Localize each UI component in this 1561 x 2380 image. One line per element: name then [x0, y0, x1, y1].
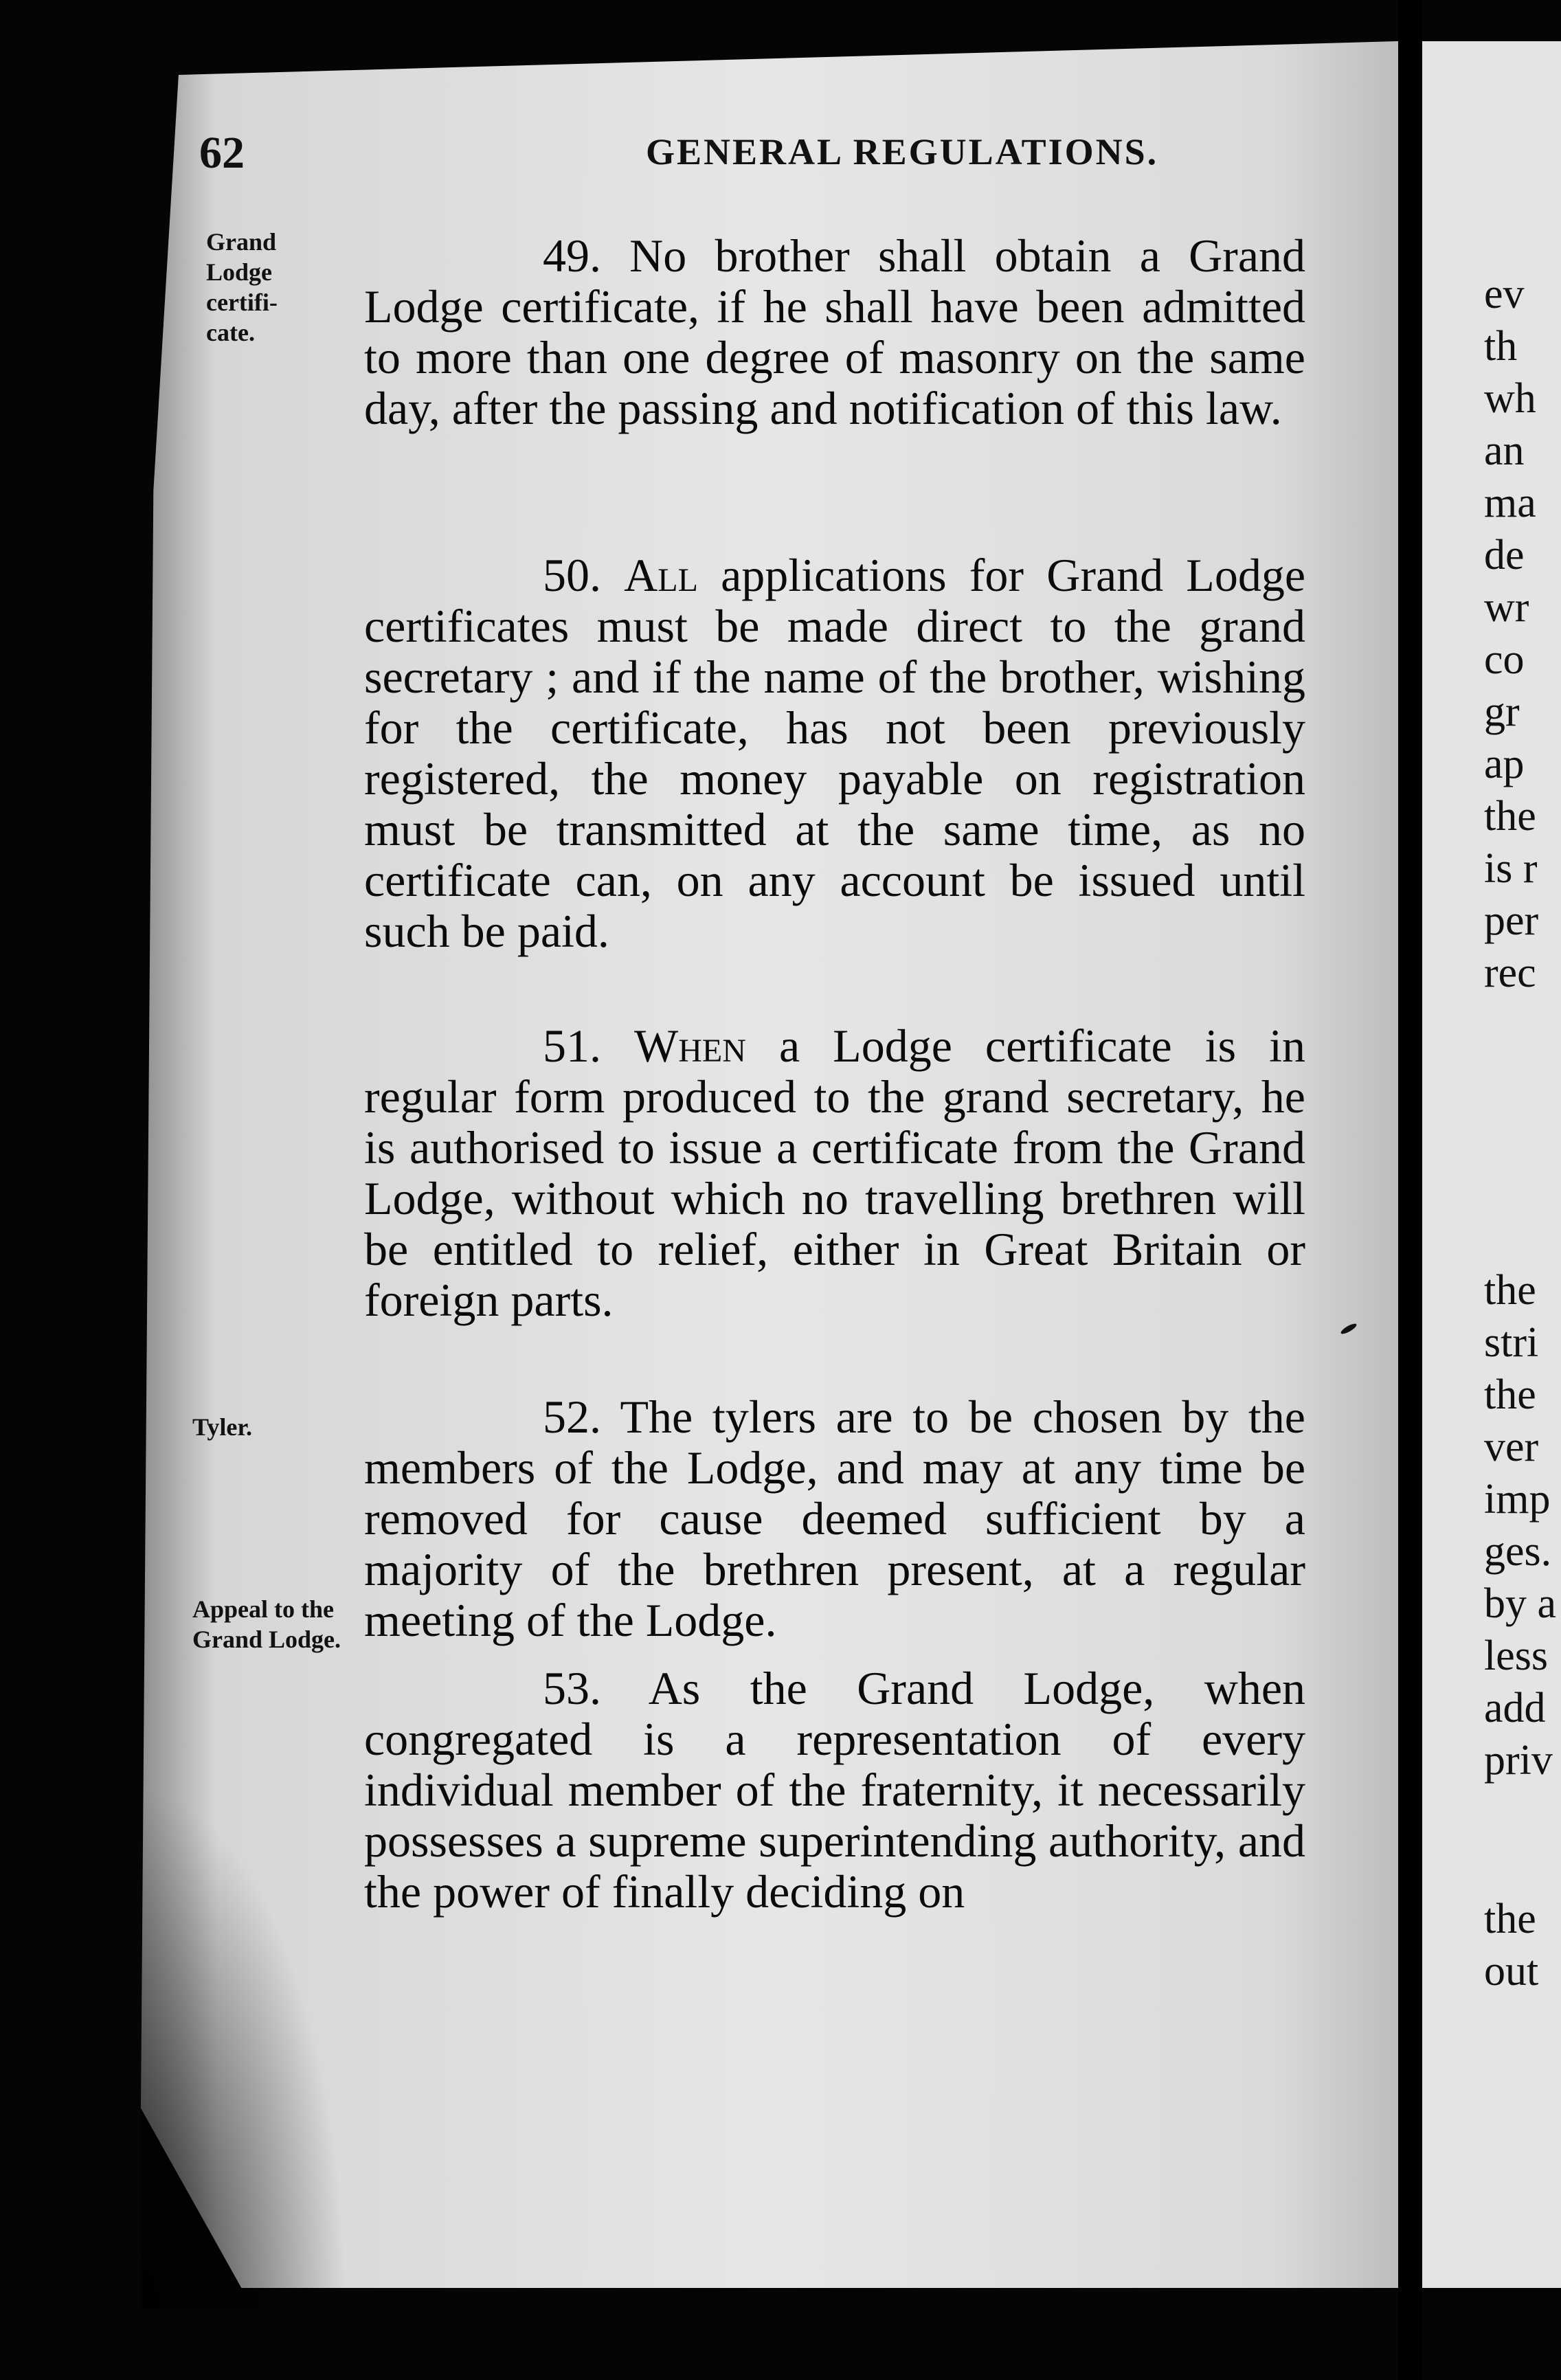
paragraph-lead: All [624, 549, 698, 601]
paragraph-52 [364, 1391, 1305, 1646]
paragraph-number: 52. [543, 1391, 601, 1443]
paragraph-lead: When [634, 1020, 746, 1072]
margin-note-certificate: Grand Lodge certifi- cate. [206, 228, 278, 346]
paragraph-text: No brother shall obtain a Grand Lodge certificate, if he shall have been admitted to more than one degree of masonry on the same day, after the passing and notification of this law. [364, 229, 1306, 434]
facing-page-text-block-2: the stri the ver imp ges. by a less add priv [1484, 1267, 1557, 1784]
paragraph-number: 50. [543, 549, 601, 601]
paragraph-51 [364, 1020, 1305, 1325]
paragraph-number: 51. [543, 1020, 601, 1072]
paragraph-text: a Lodge certificate is in regular form produced to the grand secretary, he is authorised to issue a certificate from the Grand Lodge, without which no travelling brethren will be entitled to relief, either in Great Britain or foreign parts. [364, 1020, 1306, 1326]
paragraph-text: The tylers are to be chosen by the members of the Lodge, and may at any time be removed for cause deemed sufficient by a majority of the brethren present, at a regular meeting of the Lodge. [364, 1391, 1305, 1646]
book-gutter [1398, 0, 1422, 2380]
facing-page-text-block-1: ev th wh an ma de wr co gr ap the is r per rec [1484, 271, 1539, 996]
page-shadow [141, 1786, 347, 2309]
facing-page-text-block-3: the out [1484, 1896, 1539, 1995]
paragraph-number: 53. [543, 1662, 601, 1714]
paragraph-50 [364, 550, 1305, 956]
page-number: 62 [199, 128, 245, 178]
paragraph-text: applications for Grand Lodge certificates must be made direct to the grand secretary ; and if the name of the brother, wishing for the certificate, has not been previously registered, the money payable on registration must be transmitted at the same time, as no certificate can, on any account be issued until such be paid. [364, 549, 1306, 957]
margin-note-appeal: Appeal to the Grand Lodge. [192, 1595, 341, 1653]
paragraph-text: As the Grand Lodge, when congregated is a representation of every individual member of the fraternity, it necessarily possesses a supreme superintending authority, and the power of finally deciding on [364, 1662, 1305, 1918]
running-header: GENERAL REGULATIONS. [646, 131, 1159, 172]
paragraph-53 [364, 1663, 1305, 1917]
paragraph-49 [364, 230, 1305, 434]
margin-note-tyler: Tyler. [192, 1413, 252, 1441]
paragraph-number: 49. [543, 229, 601, 282]
